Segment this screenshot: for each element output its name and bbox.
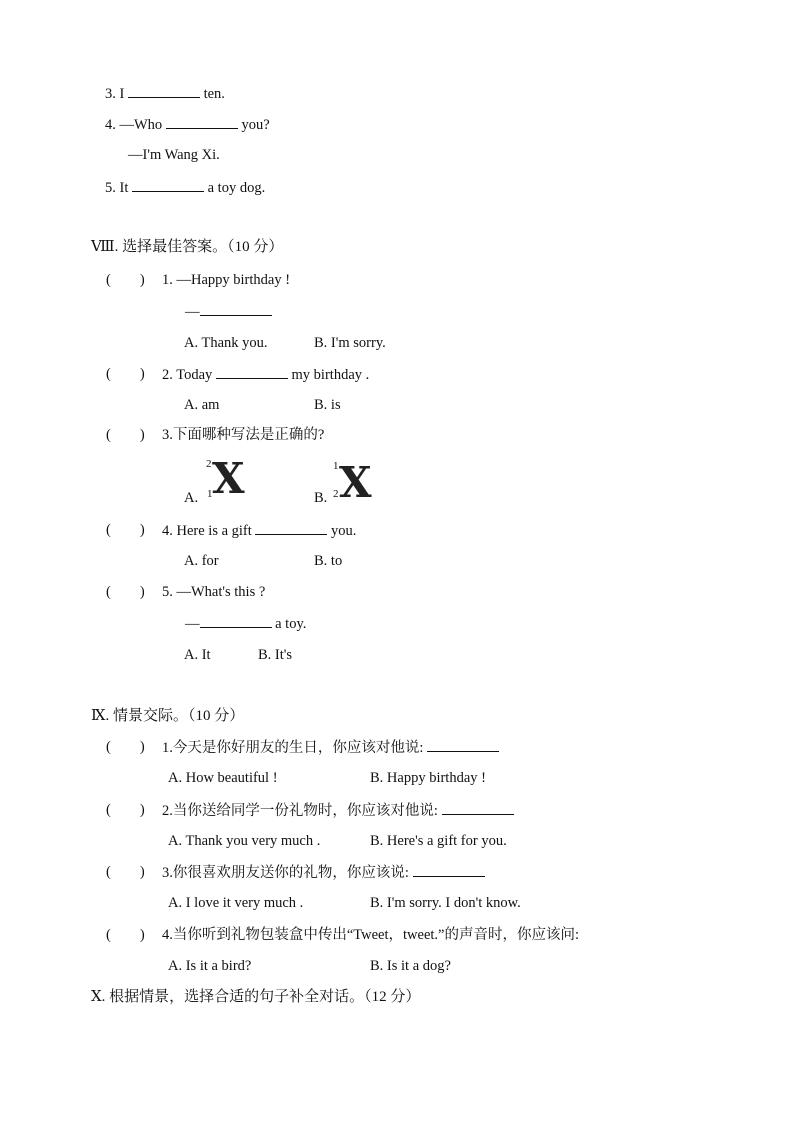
s8-question-3: 3.下面哪种写法是正确的?: [162, 427, 325, 443]
fill-item-3: [105, 84, 225, 103]
fill-blank[interactable]: [427, 738, 499, 752]
stroke-order-number: 2: [333, 488, 339, 500]
answer-paren[interactable]: ( ): [106, 366, 145, 382]
fill-item-3-tail: ten.: [199, 86, 225, 102]
s9-q2-option-b[interactable]: B. Here's a gift for you.: [370, 833, 507, 849]
s8-q2-tail: my birthday .: [287, 367, 370, 383]
s8-q1-option-b[interactable]: B. I'm sorry.: [314, 335, 386, 351]
fill-item-4-text: 4. —Who: [105, 117, 166, 133]
s9-q3-text: 3.你很喜欢朋友送你的礼物，你应该说:: [162, 865, 413, 881]
fill-item-4-answer: —I'm Wang Xi.: [128, 147, 220, 163]
s8-q4-option-a[interactable]: A. for: [184, 553, 219, 569]
s8-q4-tail: you.: [327, 523, 357, 539]
fill-item-4: [105, 115, 270, 134]
s9-q1-option-a[interactable]: A. How beautiful !: [168, 770, 278, 786]
s9-q3-option-a[interactable]: A. I love it very much .: [168, 895, 304, 911]
s9-q2-text: 2.当你送给同学一份礼物时，你应该对他说:: [162, 803, 442, 819]
s8-question-4: [162, 521, 356, 540]
s8-q3-option-a[interactable]: A.: [184, 490, 199, 506]
fill-blank[interactable]: [255, 521, 327, 535]
s8-question-1: 1. —Happy birthday !: [162, 272, 291, 288]
s8-q5-response: [185, 614, 306, 633]
s9-q3-option-b[interactable]: B. I'm sorry. I don't know.: [370, 895, 521, 911]
answer-paren[interactable]: ( ): [106, 864, 145, 880]
fill-item-5: [105, 178, 265, 197]
s8-q2-option-a[interactable]: A. am: [184, 397, 220, 413]
s8-q4-text: 4. Here is a gift: [162, 523, 256, 539]
dash: —: [185, 304, 200, 320]
fill-blank[interactable]: [132, 178, 204, 192]
fill-item-3-text: 3. I: [105, 86, 128, 102]
fill-blank[interactable]: [200, 614, 272, 628]
s8-q4-option-b[interactable]: B. to: [314, 553, 343, 569]
section-8-title: Ⅷ. 选择最佳答案。（10 分）: [91, 239, 284, 255]
section-10-title: Ⅹ. 根据情景，选择合适的句子补全对话。（12 分）: [91, 989, 421, 1005]
answer-paren[interactable]: ( ): [106, 927, 145, 943]
s8-q1-response: [185, 302, 272, 321]
s9-question-1: [162, 738, 499, 757]
s9-q4-option-b[interactable]: B. Is it a dog?: [370, 958, 451, 974]
section-9-title: Ⅸ. 情景交际。（10 分）: [91, 708, 245, 724]
s8-question-5: 5. —What's this ?: [162, 584, 266, 600]
letter-x-glyph-a: X: [212, 454, 245, 503]
answer-paren[interactable]: ( ): [106, 739, 145, 755]
s9-question-4: 4.当你听到礼物包装盒中传出“Tweet，tweet.”的声音时，你应该问:: [162, 927, 580, 943]
stroke-order-number: 2: [206, 458, 212, 470]
stroke-order-number: 1: [333, 460, 339, 472]
s8-q5-option-b[interactable]: B. It's: [258, 647, 293, 663]
s8-q1-option-a[interactable]: A. Thank you.: [184, 335, 268, 351]
s8-q5-tail: a toy.: [271, 616, 307, 632]
fill-blank[interactable]: [413, 863, 485, 877]
fill-item-5-text: 5. It: [105, 180, 132, 196]
s8-q2-option-b[interactable]: B. is: [314, 397, 341, 413]
s9-q2-option-a[interactable]: A. Thank you very much .: [168, 833, 321, 849]
answer-paren[interactable]: ( ): [106, 272, 145, 288]
fill-blank[interactable]: [442, 801, 514, 815]
fill-item-5-tail: a toy dog.: [203, 180, 266, 196]
answer-paren[interactable]: ( ): [106, 802, 145, 818]
dash: —: [185, 616, 200, 632]
s9-q1-option-b[interactable]: B. Happy birthday !: [370, 770, 486, 786]
fill-blank[interactable]: [166, 115, 238, 129]
s8-question-2: [162, 365, 369, 384]
fill-blank[interactable]: [128, 84, 200, 98]
answer-paren[interactable]: ( ): [106, 427, 145, 443]
s9-q4-option-a[interactable]: A. Is it a bird?: [168, 958, 252, 974]
fill-item-4-tail: you?: [237, 117, 270, 133]
s8-q3-option-b[interactable]: B.: [314, 490, 328, 506]
fill-blank[interactable]: [216, 365, 288, 379]
s8-q5-option-a[interactable]: A. It: [184, 647, 211, 663]
s8-q2-text: 2. Today: [162, 367, 216, 383]
answer-paren[interactable]: ( ): [106, 522, 145, 538]
s9-question-2: [162, 801, 514, 820]
stroke-order-number: 1: [207, 488, 213, 500]
s9-question-3: [162, 863, 485, 882]
fill-blank[interactable]: [200, 302, 272, 316]
letter-x-glyph-b: X: [339, 458, 372, 507]
answer-paren[interactable]: ( ): [106, 584, 145, 600]
s9-q1-text: 1.今天是你好朋友的生日，你应该对他说:: [162, 740, 428, 756]
